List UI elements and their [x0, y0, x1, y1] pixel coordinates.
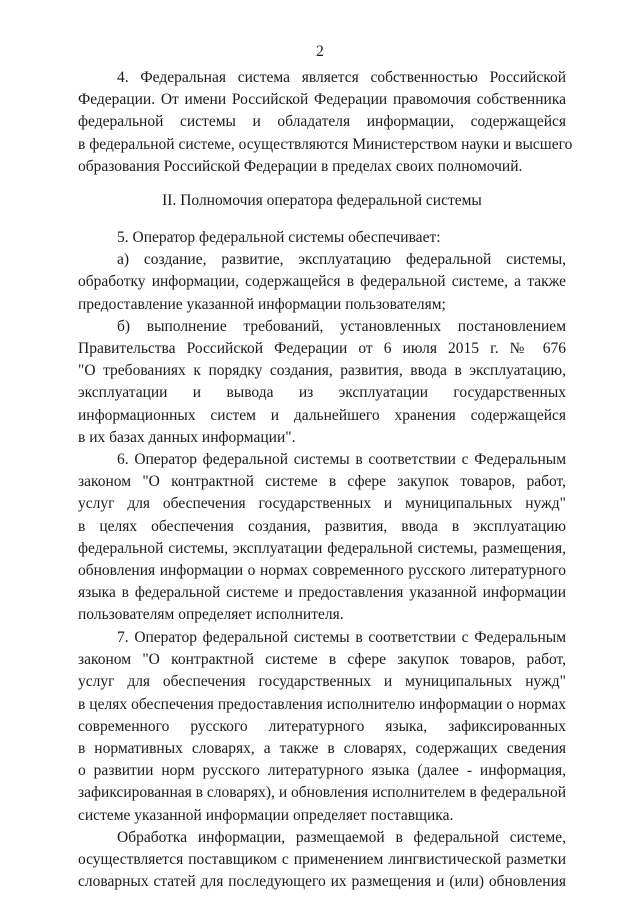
text-line: образования Российской Федерации в пределах своих полномочий. — [78, 157, 523, 175]
text-line: предоставление указанной информации пользователям; — [78, 295, 446, 313]
text-line: 6. Оператор федеральной системы в соответствии с Федеральным — [117, 451, 566, 468]
text-line: федеральной системы и обладателя информации, содержащейся — [78, 113, 566, 131]
text-line: обработку информации, содержащейся в федеральной системе, а также — [78, 273, 566, 291]
text-line: пользователям определяет исполнителя. — [78, 606, 344, 624]
text-line: услуг для обеспечения государственных и муниципальных нужд" — [78, 673, 566, 691]
text-line: современного русского литературного языка, зафиксированных — [78, 717, 566, 735]
paragraph-4 — [78, 67, 573, 178]
text-line: эксплуатации и вывода из эксплуатации государственных — [78, 384, 566, 402]
section-heading-text: II. Полномочия оператора федеральной системы — [162, 192, 482, 209]
text-line: словарных статей для последующего их размещения и (или) обновления — [78, 873, 566, 891]
text-line: в целях обеспечения создания, развития, ввода в эксплуатацию — [78, 517, 566, 535]
text-line: федеральной системы, эксплуатации федеральной системы, размещения, — [78, 539, 566, 557]
text-line: в целях обеспечения предоставления исполнителю информации о нормах — [78, 695, 566, 713]
text-line: информационных систем и дальнейшего хранения содержащейся — [78, 406, 566, 424]
text-line: Федерации. От имени Российской Федерации правомочия собственника — [78, 91, 566, 109]
text-line: 4. Федеральная система является собственностью Российской — [117, 69, 566, 86]
text-line: осуществляется поставщиком с применением лингвистической разметки — [78, 851, 566, 869]
paragraph-6 — [78, 449, 566, 627]
text-line: обновления информации о нормах современного русского литературного — [78, 561, 566, 579]
paragraph-7 — [78, 627, 566, 827]
text-line: в их базах данных информации". — [78, 428, 296, 446]
text-line: 5. Оператор федеральной системы обеспечивает: — [117, 229, 441, 246]
text-line: законом "О контрактной системе в сфере закупок товаров, работ, — [78, 651, 566, 669]
text-line: Обработка информации, размещаемой в федеральной системе, — [117, 829, 566, 846]
text-line: Правительства Российской Федерации от 6 июля 2015 г. № 676 — [78, 339, 566, 357]
text-line: услуг для обеспечения государственных и муниципальных нужд" — [78, 495, 566, 513]
page-number: 2 — [316, 43, 324, 60]
text-line: 7. Оператор федеральной системы в соответствии с Федеральным — [117, 629, 566, 646]
text-line: зафиксированная в словарях), и обновления исполнителем в федеральной — [78, 784, 566, 802]
text-line: языка в федеральной системе и предоставления указанной информации — [78, 584, 566, 602]
text-line: о развитии норм русского литературного языка (далее - информация, — [78, 762, 566, 780]
section-heading — [78, 190, 566, 212]
text-line: законом "О контрактной системе в сфере закупок товаров, работ, — [78, 473, 566, 491]
text-line: в нормативных словарях, а также в словарях, содержащих сведения — [78, 739, 566, 757]
paragraph-5 — [78, 227, 566, 449]
text-line: б) выполнение требований, установленных постановлением — [117, 317, 566, 335]
text-line: а) создание, развитие, эксплуатацию федеральной системы, — [117, 251, 566, 269]
text-line: в федеральной системе, осуществляются Министерством науки и высшего — [78, 135, 573, 153]
text-line: "О требованиях к порядку создания, развития, ввода в эксплуатацию, — [78, 362, 566, 380]
text-line: системе указанной информации определяет поставщика. — [78, 806, 454, 824]
paragraph-8 — [78, 827, 566, 894]
